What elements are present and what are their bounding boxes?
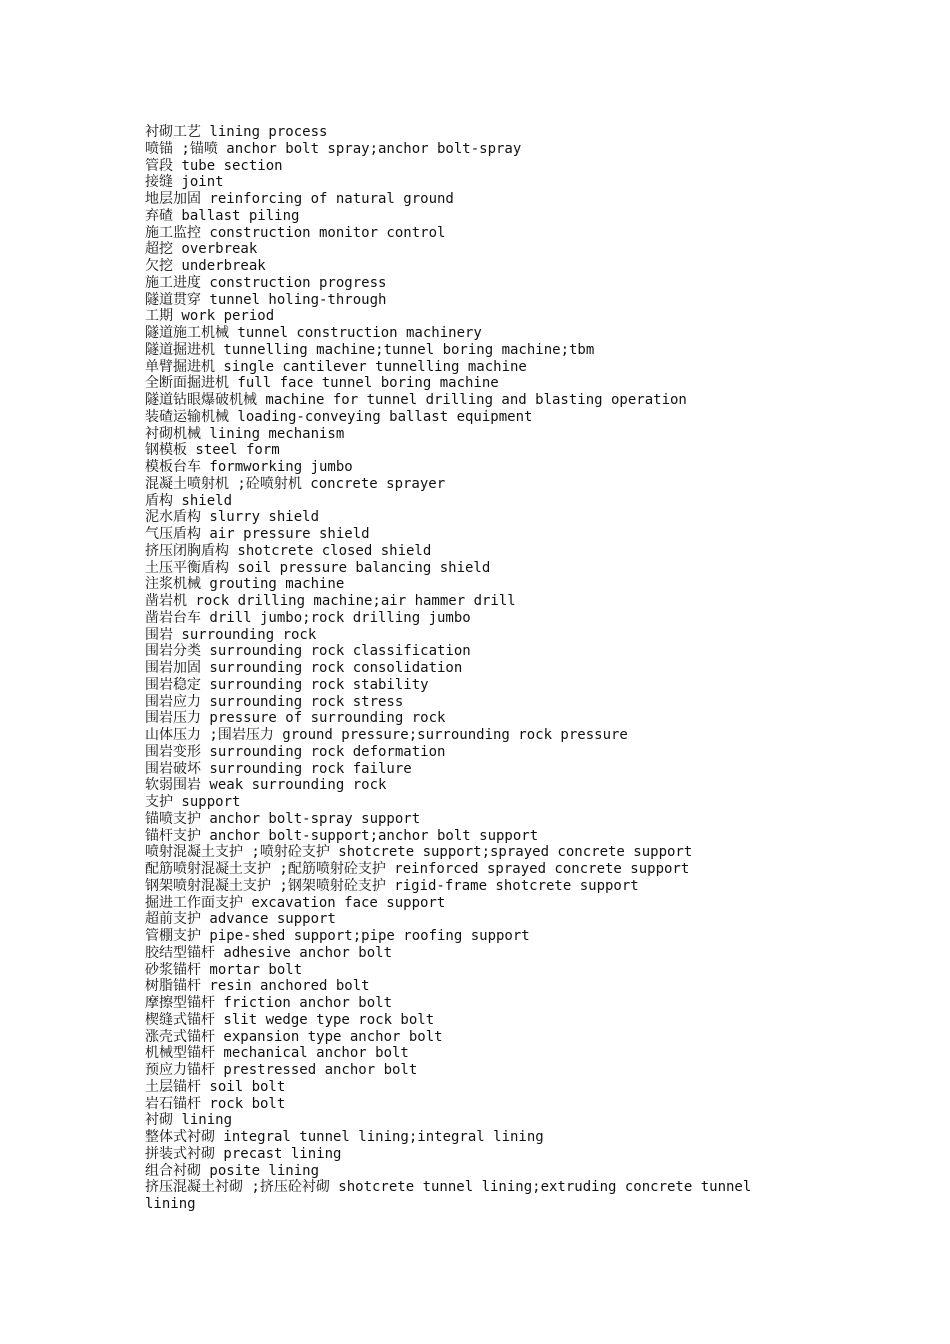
term-line: 装碴运输机械 loading-conveying ballast equipment bbox=[145, 408, 533, 425]
term-line: 胶结型锚杆 adhesive anchor bolt bbox=[145, 944, 393, 961]
term-line: 摩擦型锚杆 friction anchor bolt bbox=[145, 995, 393, 1011]
term-line: 凿岩台车 drill jumbo;rock drilling jumbo bbox=[145, 609, 471, 626]
term-line: 全断面掘进机 full face tunnel boring machine bbox=[145, 375, 499, 392]
term-line: 泥水盾构 slurry shield bbox=[145, 509, 320, 526]
term-line: 接缝 joint bbox=[145, 174, 224, 191]
term-line: 楔缝式锚杆 slit wedge type rock bolt bbox=[145, 1011, 435, 1028]
term-line: 锚杆支护 anchor bolt-support;anchor bolt support bbox=[145, 827, 539, 844]
term-line: 模板台车 formworking jumbo bbox=[145, 459, 353, 475]
term-line: 施工进度 construction progress bbox=[145, 274, 387, 291]
term-line: 衬砌工艺 lining process bbox=[145, 124, 328, 140]
term-line: 凿岩机 rock drilling machine;air hammer drill bbox=[145, 593, 516, 609]
term-line: 软弱围岩 weak surrounding rock bbox=[145, 777, 387, 794]
term-line: 超前支护 advance support bbox=[145, 911, 336, 928]
term-line: 围岩加固 surrounding rock consolidation bbox=[145, 660, 463, 676]
term-line: 气压盾构 air pressure shield bbox=[145, 526, 370, 542]
term-line: 整体式衬砌 integral tunnel lining;integral lining bbox=[145, 1129, 544, 1145]
term-line: 隧道钻眼爆破机械 machine for tunnel drilling and blasting operation bbox=[145, 392, 687, 408]
term-line: 围岩分类 surrounding rock classification bbox=[145, 643, 471, 660]
term-line: 隧道贯穿 tunnel holing-through bbox=[145, 291, 387, 308]
term-line: 工期 work period bbox=[145, 308, 275, 325]
term-line: 山体压力 ;围岩压力 ground pressure;surrounding rock pressure bbox=[145, 727, 628, 743]
term-line: 拼装式衬砌 precast lining bbox=[145, 1145, 342, 1162]
glossary-page bbox=[145, 124, 845, 1213]
term-line: 围岩破坏 surrounding rock failure bbox=[145, 760, 412, 777]
term-line: 欠挖 underbreak bbox=[145, 258, 266, 274]
term-line: 挤压混凝土衬砌 ;挤压砼衬砌 shotcrete tunnel lining;extruding concrete tunnel bbox=[145, 1179, 752, 1196]
term-line: 土压平衡盾构 soil pressure balancing shield bbox=[145, 559, 491, 576]
term-line: 组合衬砌 posite lining bbox=[145, 1162, 320, 1179]
term-line: 弃碴 ballast piling bbox=[145, 207, 300, 224]
term-line: 单臂掘进机 single cantilever tunnelling machine bbox=[145, 358, 527, 375]
term-line: 钢架喷射混凝土支护 ;钢架喷射砼支护 rigid-frame shotcrete support bbox=[145, 877, 639, 894]
term-line: 喷射混凝土支护 ;喷射砼支护 shotcrete support;sprayed concrete support bbox=[145, 844, 693, 861]
term-line: 地层加固 reinforcing of natural ground bbox=[145, 191, 454, 207]
term-line: 机械型锚杆 mechanical anchor bolt bbox=[145, 1045, 409, 1062]
term-line: 支护 support bbox=[145, 794, 241, 810]
term-line: 掘进工作面支护 excavation face support bbox=[145, 894, 446, 911]
term-line: 岩石锚杆 rock bolt bbox=[145, 1095, 286, 1112]
term-line: 混凝土喷射机 ;砼喷射机 concrete sprayer bbox=[145, 475, 446, 492]
term-line: 围岩变形 surrounding rock deformation bbox=[145, 743, 446, 760]
term-line: 锚喷支护 anchor bolt-spray support bbox=[145, 810, 421, 827]
term-line: 盾构 shield bbox=[145, 492, 233, 509]
term-line: 围岩 surrounding rock bbox=[145, 626, 317, 643]
term-line: 砂浆锚杆 mortar bolt bbox=[145, 961, 303, 978]
term-line: 配筋喷射混凝土支护 ;配筋喷射砼支护 reinforced sprayed concrete support bbox=[145, 861, 690, 877]
term-line: 围岩压力 pressure of surrounding rock bbox=[145, 710, 446, 727]
term-line: 喷锚 ;锚喷 anchor bolt spray;anchor bolt-spray bbox=[145, 140, 522, 157]
term-line: 围岩稳定 surrounding rock stability bbox=[145, 676, 429, 693]
term-line: 围岩应力 surrounding rock stress bbox=[145, 693, 404, 710]
term-line: 钢模板 steel form bbox=[145, 442, 280, 459]
term-line: 隧道掘进机 tunnelling machine;tunnel boring machine;tbm bbox=[145, 341, 595, 358]
term-line: 涨壳式锚杆 expansion type anchor bolt bbox=[145, 1028, 443, 1045]
term-line: 土层锚杆 soil bolt bbox=[145, 1078, 286, 1095]
term-line: lining bbox=[145, 1196, 196, 1212]
term-line: 施工监控 construction monitor control bbox=[145, 224, 446, 241]
term-line: 管段 tube section bbox=[145, 157, 283, 174]
term-line: 超挖 overbreak bbox=[145, 241, 258, 258]
term-line: 注浆机械 grouting machine bbox=[145, 576, 345, 593]
term-line: 树脂锚杆 resin anchored bolt bbox=[145, 978, 370, 995]
term-line: 预应力锚杆 prestressed anchor bolt bbox=[145, 1062, 418, 1078]
term-line: 衬砌机械 lining mechanism bbox=[145, 425, 345, 442]
term-line: 衬砌 lining bbox=[145, 1112, 233, 1129]
term-line: 隧道施工机械 tunnel construction machinery bbox=[145, 325, 482, 341]
term-line: 管棚支护 pipe-shed support;pipe roofing support bbox=[145, 928, 530, 944]
term-line: 挤压闭胸盾构 shotcrete closed shield bbox=[145, 542, 432, 559]
